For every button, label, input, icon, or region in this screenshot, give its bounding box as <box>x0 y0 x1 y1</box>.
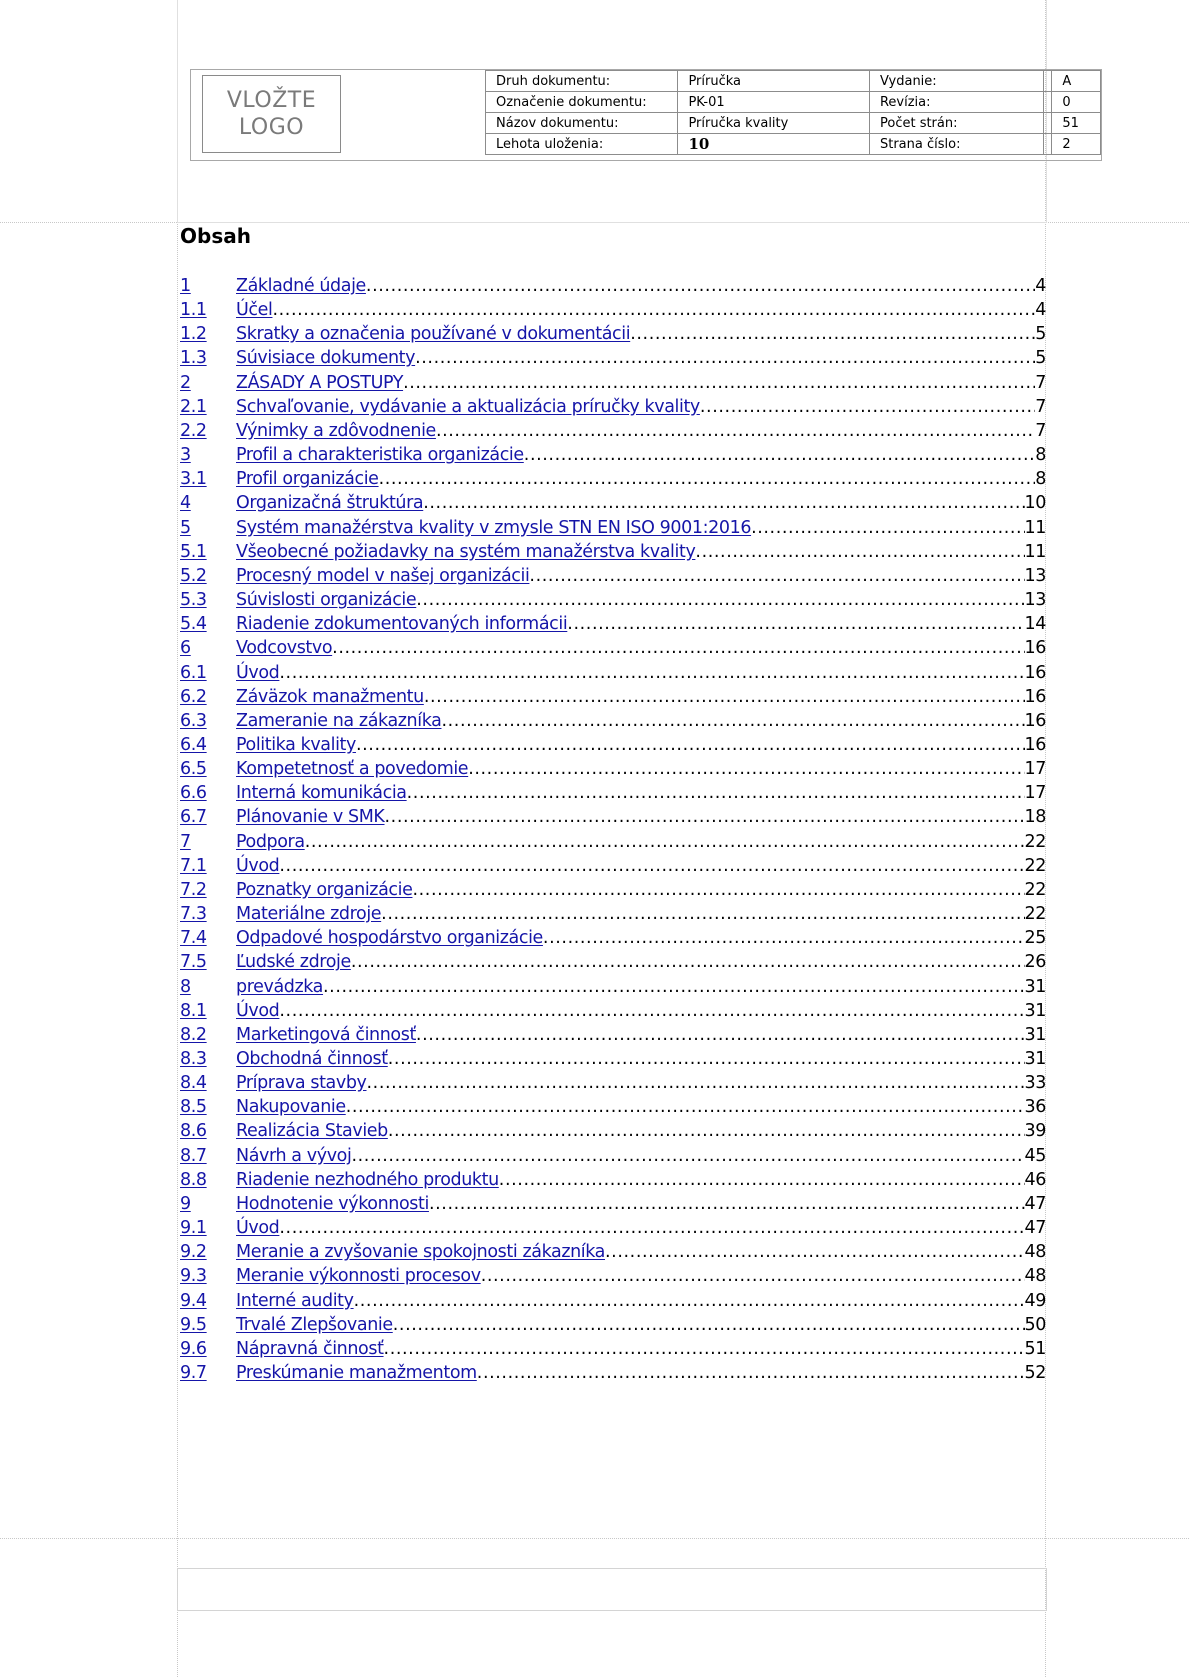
toc-entry-page: 50 <box>1024 1314 1046 1335</box>
toc-entry[interactable] <box>180 1095 1046 1119</box>
toc-entry[interactable] <box>180 612 1046 636</box>
meta-row-name <box>486 113 1101 134</box>
toc-entry-number[interactable]: 7.2 <box>180 879 207 900</box>
toc-entry-link[interactable]: Profil organizácie <box>236 469 379 490</box>
toc-entry-page: 47 <box>1024 1218 1046 1239</box>
toc-entry[interactable] <box>180 588 1046 612</box>
toc-dot-leader <box>424 685 1025 709</box>
toc-entry[interactable] <box>180 661 1046 685</box>
toc-entry-number[interactable]: 9.5 <box>180 1314 207 1335</box>
toc-dot-leader <box>695 540 1024 564</box>
toc-entry-link[interactable]: Interné audity <box>236 1290 354 1311</box>
toc-dot-leader <box>351 1144 1024 1168</box>
toc-dot-leader <box>423 491 1024 515</box>
footer-area <box>177 1568 1047 1611</box>
meta-row-code <box>486 92 1101 113</box>
toc-entry-page: 31 <box>1024 1049 1046 1069</box>
toc-entry-page: 48 <box>1024 1242 1046 1263</box>
toc-entry-page: 49 <box>1024 1290 1046 1311</box>
toc-entry-link[interactable]: Podpora <box>236 831 305 852</box>
meta-gap <box>1043 113 1052 134</box>
toc-entry-page: 16 <box>1024 638 1046 659</box>
toc-dot-leader <box>441 709 1024 733</box>
meta-value-code: PK-01 <box>678 92 870 113</box>
toc-entry-page: 47 <box>1024 1193 1046 1214</box>
toc-dot-leader <box>605 1240 1025 1264</box>
toc-entry-number[interactable]: 1 <box>180 276 191 296</box>
meta-value-name: Príručka kvality <box>678 113 870 134</box>
toc-entry-link[interactable]: Meranie výkonnosti procesov <box>236 1266 481 1287</box>
toc-entry-page: 11 <box>1024 517 1046 538</box>
toc-dot-leader <box>416 588 1024 612</box>
toc-entry-page: 48 <box>1024 1266 1046 1287</box>
toc-entry-page: 31 <box>1024 1000 1046 1021</box>
toc-dot-leader <box>499 1168 1025 1192</box>
toc-entry-page: 39 <box>1024 1121 1046 1142</box>
toc-dot-leader <box>630 322 1035 346</box>
toc-entry-page: 52 <box>1024 1363 1046 1384</box>
toc-entry[interactable] <box>180 564 1046 588</box>
toc-entry-page: 7 <box>1035 372 1046 393</box>
toc-dot-leader <box>407 781 1025 805</box>
toc-entry[interactable] <box>180 805 1046 829</box>
toc-dot-leader <box>332 636 1024 660</box>
toc-entry-number[interactable]: 5.3 <box>180 590 207 611</box>
toc-dot-leader <box>367 1071 1025 1095</box>
toc-entry-page: 5 <box>1035 324 1046 345</box>
toc-entry[interactable] <box>180 709 1046 733</box>
meta-label-code: Označenie dokumentu: <box>486 92 678 113</box>
toc-entry-link[interactable]: Súvislosti organizácie <box>236 590 417 611</box>
toc-entry[interactable] <box>180 902 1046 926</box>
toc-entry-link[interactable]: Zameranie na zákazníka <box>236 710 442 731</box>
toc-entry-page: 10 <box>1024 493 1046 514</box>
toc-entry-link[interactable]: Súvisiace dokumenty <box>236 348 416 369</box>
toc-entry[interactable] <box>180 1216 1046 1240</box>
toc-entry[interactable] <box>180 1144 1046 1168</box>
toc-dot-leader <box>279 661 1024 685</box>
toc-entry[interactable] <box>180 516 1046 540</box>
toc-entry-link[interactable]: Materiálne zdroje <box>236 904 382 925</box>
toc-entry-page: 51 <box>1024 1338 1046 1359</box>
toc-entry-page: 7 <box>1035 396 1046 417</box>
toc-entry-number[interactable]: 6.3 <box>180 710 207 731</box>
toc-entry-link[interactable]: Všeobecné požiadavky na systém manažérstva kvality <box>236 541 696 562</box>
toc-entry-link[interactable]: Schvaľovanie, vydávanie a aktualizácia príručky kvality <box>236 396 700 417</box>
toc-entry-page: 25 <box>1024 928 1046 949</box>
toc-entry-link[interactable]: Úvod <box>236 1218 280 1239</box>
toc-entry[interactable] <box>180 1361 1046 1385</box>
toc-entry-page: 16 <box>1024 734 1046 755</box>
toc-entry-number[interactable]: 4 <box>180 493 191 514</box>
toc-entry-number[interactable]: 9.4 <box>180 1290 207 1311</box>
toc-entry-link[interactable]: Základné údaje <box>236 276 366 296</box>
toc-entry-number[interactable]: 8.6 <box>180 1121 207 1142</box>
toc-entry-number[interactable]: 8.2 <box>180 1024 207 1045</box>
toc-entry-link[interactable]: prevádzka <box>236 976 324 997</box>
toc-entry-number[interactable]: 3.1 <box>180 469 207 490</box>
toc-entry[interactable] <box>180 1023 1046 1047</box>
toc-entry[interactable] <box>180 1168 1046 1192</box>
toc-entry[interactable] <box>180 830 1046 854</box>
toc-dot-leader <box>346 1095 1025 1119</box>
toc-entry-number[interactable]: 2.1 <box>180 396 207 417</box>
toc-entry-link[interactable]: Výnimky a zdôvodnenie <box>236 420 436 441</box>
toc-entry-link[interactable]: Kompetetnosť a povedomie <box>236 759 469 780</box>
toc-title: Obsah <box>180 224 251 248</box>
toc-dot-leader <box>751 516 1024 540</box>
toc-entry-number[interactable]: 6.4 <box>180 734 207 755</box>
toc-entry-page: 36 <box>1024 1097 1046 1118</box>
toc-entry-page: 22 <box>1024 879 1046 900</box>
toc-entry[interactable] <box>180 467 1046 491</box>
toc-entry-link[interactable]: Ľudské zdroje <box>236 952 351 973</box>
toc-entry-number[interactable]: 8.8 <box>180 1169 207 1190</box>
toc-entry-page: 46 <box>1024 1169 1046 1190</box>
meta-row-type <box>486 71 1101 92</box>
toc-entry-number[interactable]: 9.7 <box>180 1363 207 1384</box>
toc-entry-number[interactable]: 8.5 <box>180 1097 207 1118</box>
toc-entry-link[interactable]: Obchodná činnosť <box>236 1049 388 1069</box>
meta-label-pages: Počet strán: <box>869 113 1043 134</box>
toc-entry-number[interactable]: 8.1 <box>180 1000 207 1021</box>
toc-entry-number[interactable]: 6.2 <box>180 686 207 707</box>
logo-placeholder[interactable] <box>202 75 341 153</box>
meta-label-page-number: Strana číslo: <box>869 134 1043 155</box>
toc-dot-leader <box>567 612 1024 636</box>
toc-entry[interactable] <box>180 733 1046 757</box>
toc-entry[interactable] <box>180 371 1046 395</box>
toc-entry-link[interactable]: Interná komunikácia <box>236 783 407 804</box>
toc-entry[interactable] <box>180 1047 1046 1071</box>
toc-entry-link[interactable]: Profil a charakteristika organizácie <box>236 445 524 466</box>
toc-entry-page: 5 <box>1035 348 1046 369</box>
toc-entry-number[interactable]: 5.2 <box>180 565 207 586</box>
toc-entry-number[interactable]: 1.2 <box>180 324 207 345</box>
toc-entry[interactable] <box>180 1240 1046 1264</box>
toc-entry-page: 4 <box>1035 300 1046 321</box>
toc-entry-link[interactable]: Riadenie nezhodného produktu <box>236 1169 499 1190</box>
toc-entry-page: 16 <box>1024 662 1046 683</box>
toc-entry-page: 17 <box>1024 783 1046 804</box>
toc-entry-link[interactable]: Nápravná činnosť <box>236 1338 384 1359</box>
toc-entry-link[interactable]: Riadenie zdokumentovaných informácii <box>236 614 568 635</box>
toc-dot-leader <box>524 443 1035 467</box>
meta-label-type: Druh dokumentu: <box>486 71 678 92</box>
toc-dot-leader <box>477 1361 1025 1385</box>
toc-entry-page: 8 <box>1035 445 1046 466</box>
toc-entry-number[interactable]: 9.2 <box>180 1242 207 1263</box>
toc-entry-link[interactable]: Príprava stavby <box>236 1073 367 1094</box>
toc-entry-number[interactable]: 7.5 <box>180 952 207 973</box>
toc-entry-link[interactable]: Preskúmanie manažmentom <box>236 1363 477 1384</box>
toc-entry-number[interactable]: 1.3 <box>180 348 207 369</box>
toc-entry[interactable] <box>180 274 1046 298</box>
margin-guide-bottom <box>0 1538 1189 1539</box>
meta-row-retention <box>486 134 1101 155</box>
toc-dot-leader <box>279 1216 1024 1240</box>
toc-dot-leader <box>388 1047 1025 1071</box>
toc-dot-leader <box>388 1119 1025 1143</box>
toc-entry[interactable] <box>180 926 1046 950</box>
toc-entry-link[interactable]: Odpadové hospodárstvo organizácie <box>236 928 543 949</box>
toc-entry-number[interactable]: 8 <box>180 976 191 997</box>
toc-dot-leader <box>393 1313 1025 1337</box>
toc-entry-link[interactable]: Meranie a zvyšovanie spokojnosti zákazníka <box>236 1242 606 1263</box>
logo-placeholder-text: VLOŽTE LOGO <box>226 88 317 140</box>
toc-entry[interactable] <box>180 999 1046 1023</box>
toc-entry-number[interactable]: 9.6 <box>180 1338 207 1359</box>
toc-entry-page: 22 <box>1024 831 1046 852</box>
toc-dot-leader <box>379 467 1036 491</box>
toc-entry[interactable] <box>180 346 1046 370</box>
toc-entry-number[interactable]: 6.5 <box>180 759 207 780</box>
toc-entry[interactable] <box>180 1264 1046 1288</box>
toc-entry-link[interactable]: Politika kvality <box>236 734 356 755</box>
toc-dot-leader <box>272 298 1035 322</box>
toc-entry-number[interactable]: 7 <box>180 831 191 852</box>
toc-entry-link[interactable]: Plánovanie v SMK <box>236 807 385 828</box>
toc-entry[interactable] <box>180 878 1046 902</box>
toc-entry-number[interactable]: 9 <box>180 1193 191 1214</box>
toc-dot-leader <box>323 975 1025 999</box>
toc-entry[interactable] <box>180 1119 1046 1143</box>
toc-dot-leader <box>356 733 1025 757</box>
toc-entry-link[interactable]: Úvod <box>236 662 280 683</box>
toc-entry-link[interactable]: Skratky a označenia používané v dokumentácii <box>236 324 631 345</box>
toc-entry-link[interactable]: Procesný model v našej organizácii <box>236 565 530 586</box>
toc-entry[interactable] <box>180 1337 1046 1361</box>
toc-entry[interactable] <box>180 781 1046 805</box>
toc-entry-number[interactable]: 9.3 <box>180 1266 207 1287</box>
toc-entry-link[interactable]: Úvod <box>236 1000 280 1021</box>
toc-entry-number[interactable]: 7.3 <box>180 904 207 925</box>
toc-entry-number[interactable]: 1.1 <box>180 300 207 321</box>
toc-entry-page: 22 <box>1024 904 1046 925</box>
toc-entry[interactable] <box>180 685 1046 709</box>
toc-entry-page: 18 <box>1024 807 1046 828</box>
toc-entry-page: 11 <box>1024 541 1046 562</box>
meta-label-revision: Revízia: <box>869 92 1043 113</box>
toc-entry-page: 31 <box>1024 976 1046 997</box>
toc-dot-leader <box>468 757 1024 781</box>
toc-entry-page: 13 <box>1024 565 1046 586</box>
toc-entry-page: 4 <box>1035 276 1046 296</box>
toc-entry-page: 22 <box>1024 855 1046 876</box>
toc-entry-link[interactable]: Účel <box>236 300 273 321</box>
toc-entry-link[interactable]: Organizačná štruktúra <box>236 493 424 514</box>
toc-entry-page: 31 <box>1024 1024 1046 1045</box>
toc-entry-number[interactable]: 2 <box>180 372 191 393</box>
toc-dot-leader <box>385 805 1025 829</box>
toc-entry-page: 13 <box>1024 590 1046 611</box>
meta-value-revision: 0 <box>1052 92 1101 113</box>
toc-entry-link[interactable]: Realizácia Stavieb <box>236 1121 388 1142</box>
toc-entry-page: 45 <box>1024 1145 1046 1166</box>
toc-entry-number[interactable]: 5.1 <box>180 541 207 562</box>
toc-entry-link[interactable]: Návrh a vývoj <box>236 1145 352 1166</box>
toc-entry[interactable] <box>180 1313 1046 1337</box>
meta-value-type: Príručka <box>678 71 870 92</box>
toc-entry[interactable] <box>180 757 1046 781</box>
toc-entry-number[interactable]: 2.2 <box>180 420 207 441</box>
toc-dot-leader <box>415 346 1035 370</box>
toc-entry-link[interactable]: Vodcovstvo <box>236 638 333 659</box>
toc-entry[interactable] <box>180 1289 1046 1313</box>
toc-dot-leader <box>529 564 1024 588</box>
document-header <box>190 69 1102 161</box>
toc-entry[interactable] <box>180 1192 1046 1216</box>
toc-entry[interactable] <box>180 636 1046 660</box>
toc-entry[interactable] <box>180 298 1046 322</box>
toc-dot-leader <box>481 1264 1025 1288</box>
meta-value-edition: A <box>1052 71 1101 92</box>
meta-value-retention: 10 <box>678 134 870 155</box>
toc-entry[interactable] <box>180 491 1046 515</box>
toc-dot-leader <box>412 878 1024 902</box>
toc-entry[interactable] <box>180 975 1046 999</box>
toc-dot-leader <box>403 371 1035 395</box>
toc-entry-link[interactable]: Poznatky organizácie <box>236 879 413 900</box>
toc-entry-link[interactable]: Trvalé Zlepšovanie <box>236 1314 393 1335</box>
toc-entry[interactable] <box>180 540 1046 564</box>
toc-dot-leader <box>543 926 1025 950</box>
toc-entry-number[interactable]: 8.3 <box>180 1049 207 1069</box>
meta-label-retention: Lehota uloženia: <box>486 134 678 155</box>
meta-gap <box>1043 92 1052 113</box>
toc-entry[interactable] <box>180 322 1046 346</box>
toc-dot-leader <box>366 274 1035 298</box>
toc-entry-page: 7 <box>1035 420 1046 441</box>
toc-dot-leader <box>279 999 1024 1023</box>
toc-entry-link[interactable]: Systém manažérstva kvality v zmysle STN EN ISO 9001:2016 <box>236 517 752 538</box>
document-meta-table <box>485 70 1101 155</box>
toc-entry-number[interactable]: 3 <box>180 445 191 466</box>
toc-entry-number[interactable]: 7.1 <box>180 855 207 876</box>
margin-guide-left <box>177 0 178 1677</box>
toc-entry[interactable] <box>180 950 1046 974</box>
toc-dot-leader <box>351 950 1025 974</box>
toc-entry-page: 16 <box>1024 710 1046 731</box>
toc-entry-page: 16 <box>1024 686 1046 707</box>
meta-gap <box>1043 134 1052 155</box>
toc-entry-link[interactable]: ZÁSADY A POSTUPY <box>236 372 404 393</box>
toc-dot-leader <box>416 1023 1025 1047</box>
meta-label-edition: Vydanie: <box>869 71 1043 92</box>
toc-dot-leader <box>429 1192 1025 1216</box>
toc-entry-number[interactable]: 5.4 <box>180 614 207 635</box>
toc-entry-number[interactable]: 6.6 <box>180 783 207 804</box>
toc-entry-page: 26 <box>1024 952 1046 973</box>
toc-dot-leader <box>436 419 1035 443</box>
meta-label-name: Názov dokumentu: <box>486 113 678 134</box>
toc-dot-leader <box>279 854 1024 878</box>
toc-entry-link[interactable]: Marketingová činnosť <box>236 1024 416 1045</box>
toc-entry-number[interactable]: 9.1 <box>180 1218 207 1239</box>
toc-entry-page: 8 <box>1035 469 1046 490</box>
meta-value-page-number: 2 <box>1052 134 1101 155</box>
toc-entry[interactable] <box>180 419 1046 443</box>
toc-dot-leader <box>381 902 1024 926</box>
toc-entry-link[interactable]: Hodnotenie výkonnosti <box>236 1193 429 1214</box>
toc-dot-leader <box>354 1289 1025 1313</box>
toc-entry-number[interactable]: 5 <box>180 517 191 538</box>
meta-value-pages: 51 <box>1052 113 1101 134</box>
toc-dot-leader <box>384 1337 1025 1361</box>
toc-dot-leader <box>305 830 1025 854</box>
toc-entry-link[interactable]: Záväzok manažmentu <box>236 686 424 707</box>
toc-entry-number[interactable]: 6.7 <box>180 807 207 828</box>
toc-entry-link[interactable]: Nakupovanie <box>236 1097 346 1118</box>
toc-entry-page: 17 <box>1024 759 1046 780</box>
table-of-contents <box>180 274 1046 1385</box>
toc-entry-link[interactable]: Úvod <box>236 855 280 876</box>
meta-gap <box>1043 71 1052 92</box>
toc-entry-number[interactable]: 6 <box>180 638 191 659</box>
toc-entry-number[interactable]: 8.4 <box>180 1073 207 1094</box>
toc-entry-number[interactable]: 7.4 <box>180 928 207 949</box>
toc-entry[interactable] <box>180 395 1046 419</box>
toc-dot-leader <box>700 395 1035 419</box>
toc-entry[interactable] <box>180 443 1046 467</box>
toc-entry[interactable] <box>180 1071 1046 1095</box>
toc-entry-page: 14 <box>1024 614 1046 635</box>
toc-entry-number[interactable]: 8.7 <box>180 1145 207 1166</box>
toc-entry-page: 33 <box>1024 1073 1046 1094</box>
toc-entry[interactable] <box>180 854 1046 878</box>
toc-entry-number[interactable]: 6.1 <box>180 662 207 683</box>
